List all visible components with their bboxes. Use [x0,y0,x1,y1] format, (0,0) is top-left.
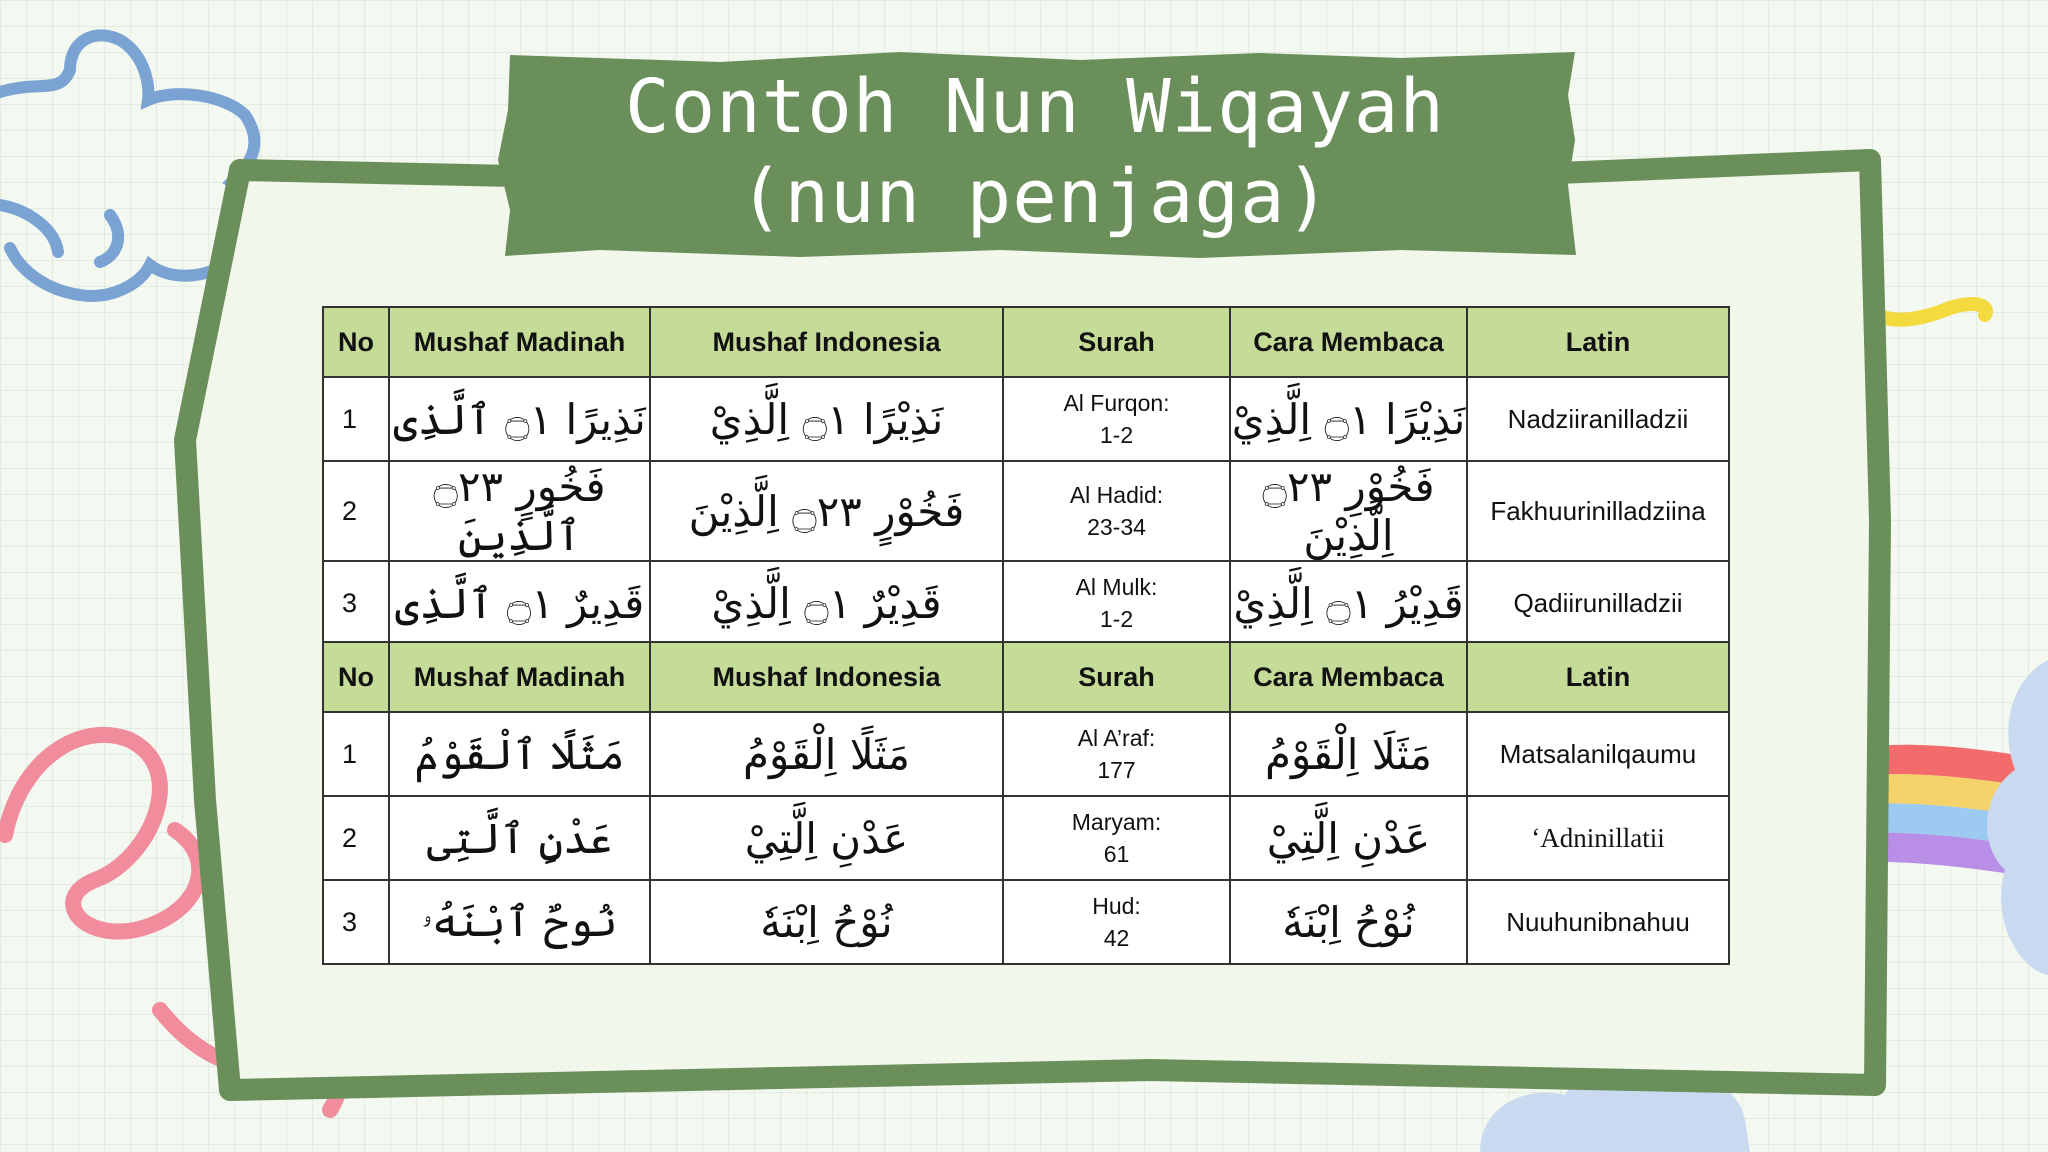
cell-mushaf-madinah: قَدِيرٌ ۝١ ٱلَّذِى [389,561,650,645]
cloud-right-decoration [1987,660,2048,975]
surah-name: Al Hadid: [1069,482,1164,508]
cell-cara-membaca: نُوْحُ اِبْنَهٗ [1230,880,1467,964]
surah-name: Maryam: [1071,809,1162,835]
cell-latin: Fakhuurinilladziina [1467,461,1729,561]
cell-latin: Qadiirunilladzii [1467,561,1729,645]
cell-mushaf-indonesia: نَذِيْرًا ۝١ اِلَّذِيْ [650,377,1003,461]
header-surah: Surah [1003,307,1230,377]
table-header-row [323,642,1729,712]
header-latin: Latin [1467,307,1729,377]
table-row [323,880,1729,964]
header-mushaf-indonesia: Mushaf Indonesia [650,642,1003,712]
surah-name: Al Furqon: [1063,390,1170,416]
cell-latin: Nuuhunibnahuu [1467,880,1729,964]
cell-mushaf-indonesia: نُوْحُ اِبْنَهٗ [650,880,1003,964]
slide-title-line-1: Contoh Nun Wiqayah [625,64,1445,150]
cell-cara-membaca: فَخُوْرِ ۝٢٣ اِلَّذِيْنَ [1230,461,1467,561]
cell-mushaf-indonesia: قَدِيْرٌ ۝١ اِلَّذِيْ [650,561,1003,645]
table-row [323,561,1729,645]
header-latin: Latin [1467,642,1729,712]
cell-no: 2 [323,796,389,880]
cell-mushaf-indonesia: مَثَلًا اِلْقَوْمُ [650,712,1003,796]
cell-mushaf-indonesia: فَخُوْرٍ ۝٢٣ اِلَّذِيْنَ [650,461,1003,561]
cell-latin: Matsalanilqaumu [1467,712,1729,796]
header-mushaf-indonesia: Mushaf Indonesia [650,307,1003,377]
header-surah: Surah [1003,642,1230,712]
cell-mushaf-indonesia: عَدْنِ اِلَّتِيْ [650,796,1003,880]
header-cara-membaca: Cara Membaca [1230,642,1467,712]
slide-title-line-2: (nun penjaga) [738,154,1332,240]
nun-wiqayah-table-2 [322,641,1730,965]
nun-wiqayah-table-1 [322,306,1730,646]
header-no: No [323,642,389,712]
surah-verses: 177 [1097,757,1136,783]
surah-name: Al Mulk: [1075,574,1158,600]
table-row [323,461,1729,561]
table-row [323,796,1729,880]
cell-surah [1003,796,1230,880]
cell-no: 3 [323,561,389,645]
cell-no: 1 [323,377,389,461]
surah-name: Hud: [1092,893,1141,919]
header-mushaf-madinah: Mushaf Madinah [389,307,650,377]
cell-mushaf-madinah: عَدْنٍ ٱلَّتِى [389,796,650,880]
table-row [323,712,1729,796]
header-mushaf-madinah: Mushaf Madinah [389,642,650,712]
cell-cara-membaca: مَثَلَا اِلْقَوْمُ [1230,712,1467,796]
cell-latin: ‘Adninillatii [1467,796,1729,880]
cell-surah [1003,712,1230,796]
surah-verses: 61 [1103,841,1130,867]
cell-cara-membaca: قَدِيْرُ ۝١ اِلَّذِيْ [1230,561,1467,645]
cell-mushaf-madinah: فَخُورٍ ۝٢٣ ٱلَّذِينَ [389,461,650,561]
header-no: No [323,307,389,377]
cell-cara-membaca: نَذِيْرًا ۝١ اِلَّذِيْ [1230,377,1467,461]
surah-verses: 42 [1103,925,1130,951]
table-header-row [323,307,1729,377]
cell-no: 3 [323,880,389,964]
slide-title [500,62,1570,242]
cell-mushaf-madinah: نَذِيرًا ۝١ ٱلَّذِى [389,377,650,461]
table-row [323,377,1729,461]
cell-latin: Nadziiranilladzii [1467,377,1729,461]
surah-name: Al A’raf: [1077,725,1156,751]
cell-surah [1003,880,1230,964]
cell-surah [1003,377,1230,461]
cell-mushaf-madinah: نُوحٌ ٱبْنَهُۥ [389,880,650,964]
surah-verses: 23-34 [1087,514,1146,540]
surah-verses: 1-2 [1099,606,1134,632]
surah-verses: 1-2 [1099,422,1134,448]
cell-cara-membaca: عَدْنِ اِلَّتِيْ [1230,796,1467,880]
cell-mushaf-madinah: مَثَلًا ٱلْقَوْمُ [389,712,650,796]
cell-no: 1 [323,712,389,796]
cell-surah [1003,561,1230,645]
cell-surah [1003,461,1230,561]
header-cara-membaca: Cara Membaca [1230,307,1467,377]
cell-no: 2 [323,461,389,561]
